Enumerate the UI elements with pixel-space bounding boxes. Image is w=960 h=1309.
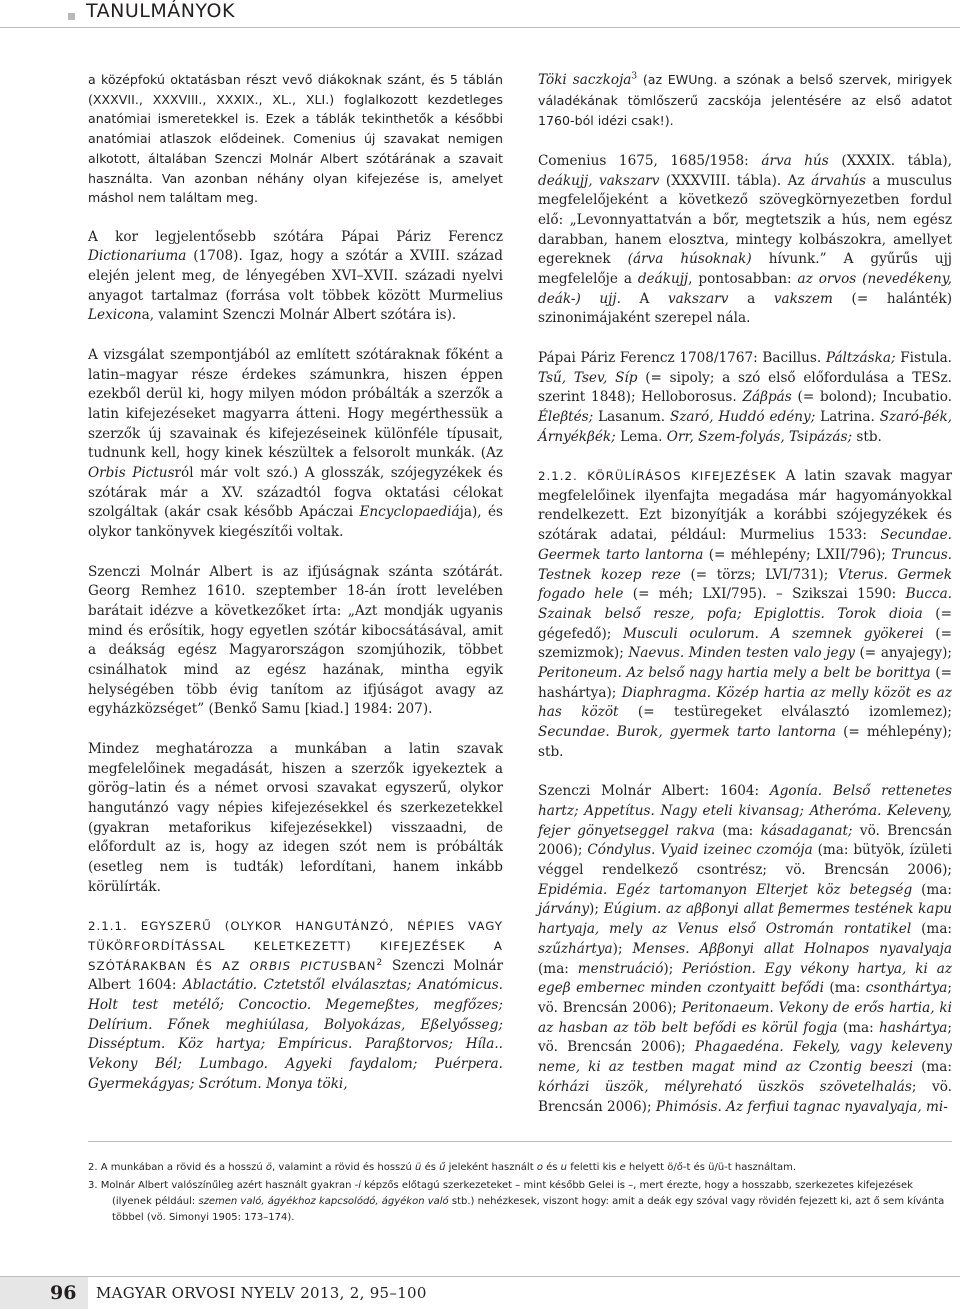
footnote-3: 3. Molnár Albert valószínűleg azért használt gyakran -i képzős előtagú szerkezeteket – mint később Gelei is –, mert érezte, hogy a hosszabb, szerkezetes kifejezések (ilyenek például: szemen való, ágyékhoz kapcsolódó, ágyékon való stb.) nehézkesek, viszont hogy: amit a deák egy szóval vagy rövidén fejezett ki, azt ő sem kívánta többel (vö. Simonyi 1905: 173–174). <box>88 1180 945 1223</box>
footnote-divider <box>88 1141 952 1142</box>
footer-divider <box>0 1276 960 1277</box>
right-paragraph-5: Szenczi Molnár Albert: 1604: Agonía. Belső rettenetes hartz; Appetítus. Nagy eteli kivansag; Atheróma. Keleveny, fejer gönyetseggel rakva (ma: kásadaganat; vö. Brencsán 2006); Cóndylus. Vyaid izeinec czomója (ma: bütyök, ízületi véggel rendelkező csontrész; vö. Brencsán 2006); Epidémia. Egéz tartomanyon Elterjet köz betegség (ma: járvány); Eúgium. az aββonyi allat βemermes testének kapu hartyaja, mely az Venus első Ostromán rontatikel (ma: szűzhártya); Menses. Aββonyi allat Holnapos nyavalyaja (ma: menstruáció); Perióstion. Egy vékony hartya, ki az egeβ embernec minden czontyaitt befődi (ma: csonthártya; vö. Brencsán 2006); Peritonaeum. Vekony de erős hartia, ki az hasban az töb belt befődi es körül fogja (ma: hashártya; vö. Brencsán 2006); Phagaedéna. Fekely, vagy keleveny neme, ki az testben magat mind az Czontig beeszi (ma: kórházi üszök, mélyreható üszkös szövetelhalás; vö. Brencsán 2006); Phimósis. Az ferfiui tagnac nyavalyaja, mi- <box>538 783 953 1115</box>
left-paragraph-2: A kor legjelentősebb szótára Pápai Páriz Ferencz Dictionariuma (1708). Igaz, hogy a szótár a XVIII. század elején jelent meg, de lényegében XVI–XVII. századi nyelvi anyagot tartalmaz (forrása volt többek között Murmelius Lexicona, valamint Szenczi Molnár Albert szótára is). <box>88 228 503 324</box>
right-column <box>538 70 952 1117</box>
journal-name: MAGYAR ORVOSI NYELV <box>96 1284 296 1302</box>
right-paragraph-1: Töki saczkoja$^3$ (az EWUng. a szónak a belső szervek, mirigyek váladékának tömlőszerű zacskója jelentésére az első adatot 1760-ból idézi csak!). <box>538 71 952 129</box>
right-paragraph-3: Pápai Páriz Ferencz 1708/1767: Bacillus. Páltzáska; Fistula. Tsű, Tsev, Síp (= sipoly; a szó első előfordulása a TESz. szerint 1848); Helloborosus. Záβpás (= bolond); Incubatio. Éleβtés; Lasanum. Szaró, Huddó edény; Latrina. Szaró-βék, Árnyékβék; Lema. Orr, Szem-folyás, Tsipázás; stb. <box>538 349 953 445</box>
left-paragraph-3: A vizsgálat szempontjából az említett szótáraknak főként a latin–magyar része érdekes számunkra, hiszen éppen ezekből derül ki, hogy milyen módon próbálták a szerzők a latin kifejezéseket magyarra átteni. Hogy megérthessük a szerzők új szavainak és kifejezéseinek különféle típusait, tudnunk kell, hogy kinek készültek a felsorolt munkák. (Az Orbis Pictusról már volt szó.) A glosszák, szójegyzékek és szótárak már a XV. századtól fogva oktatási célokat szolgáltak (akár csak később Apáczai Encyclopaediája), és olykor tankönyvek kiegészítői voltak. <box>88 346 503 541</box>
left-paragraph-5: Mindez meghatározza a munkában a latin szavak megfelelőinek megadását, hiszen a szerzők igyekeztek a görög–latin és a német orvosi szavakat egyszerű, olykor hangutánzó vagy népies kifejezésekkel és szerkezetekkel (gyakran metaforikus kifejezésekkel) visszaadni, de előfordult az is, hogy az idegen szót nem is próbálták (esetleg nem is tudták) lefordítani, hanem inkább körülírták. <box>88 740 503 895</box>
left-paragraph-4: Szenczi Molnár Albert is az ifjúságnak szánta szótárát. Georg Remhez 1610. szeptember 18-án írott levelében barátait idézve a következőket írta: „Azt mondják ugyanis mind és erősítik, hogy egyetlen szótár kibocsátásával, amit a deákság egész Magyarországon szomjúhozik, többet csinálhatok mind az egész hazának, mintha egyik helységében több évig tanítom az ifjúságot avagy az egyházközséget” (Benkő Samu [kiad.] 1984: 207). <box>88 563 503 718</box>
right-paragraph-2: Comenius 1675, 1685/1958: árva hús (XXXIX. tábla), deákujj, vakszarv (XXXVIII. tábla). Az árvahús a musculus megfelelőjeként a következő szövegkörnyezetben fordul elő: „Levonnyattatván a bőr, megtetszik a hús, nem egész darabban, hanem elosztva, mintegy kolbászokra, amellyet egereknek (árva húsoknak) hívunk.” A gyűrűs ujj megfelelője a deákujj, pontosabban: az orvos (nevedékeny, deák-) ujj. A vakszarv a vakszem (= halánték) szinonimájaként szerepel nála. <box>538 152 953 327</box>
page-footer <box>0 1276 960 1309</box>
right-paragraph-4: 2.1.2. KÖRÜLÍRÁSOS KIFEJEZÉSEK A latin szavak magyar megfelelőinek ilyenfajta megadása már hagyományokkal rendelkezett. Ezt bizonyítják a korábbi szójegyzékek és szótárak adatai, például: Murmelius 1533: Secundae. Geermek tarto lantorna (= méhlepény; LXII/796); Truncus. Testnek kozep reze (= törzs; LVI/731); Vterus. Germek fogado hele (= méh; LXI/795). – Szikszai 1590: Bucca. Szainak belső resze, pofa; Epiglottis. Torok dioia (= gégefedő); Musculi oculorum. A szemnek gyökerei (= szemizmok); Naevus. Minden testen valo jegy (= anyajegy); Peritoneum. Az belső nagy hartia mely a belt be borittya (= hashártya); Diaphragma. Közép hartia az melly közöt es az has közöt (= testüregeket elválasztó izomlemez); Secundae. Burok, gyermek tarto lantorna (= méhlepény); stb. <box>538 468 953 760</box>
left-paragraph-1: a középfokú oktatásban részt vevő diákoknak szánt, és 5 táblán (XXXVII., XXXVIII., XXXIX., XL., XLI.) foglalkozott kezdetleges anatómiai ismeretekkel is. Ezek a táblák tekinthetők a későbbi anatómiai atlaszok elődeinek. Comenius új szavakat nemigen alkotott, általában Szenczi Molnár Albert szótárának a szavait használta. Van azonban néhány olyan kifejezése is, amelyet máshol nem találtam meg. <box>88 72 503 206</box>
page-header <box>0 0 960 30</box>
header-divider <box>0 27 960 28</box>
page-number: 96 <box>50 1282 77 1304</box>
left-paragraph-6: 2.1.1. EGYSZERŰ (OLYKOR HANGUTÁNZÓ, NÉPIES VAGY TÜKÖRFORDÍTÁSSAL KELETKEZETT) KIFEJEZÉSEK A SZÓTÁRAKBAN ÉS AZ ORBIS PICTUSBAN$^2$ Szenczi Molnár Albert 1604: Ablactátio. Cztetstől elválasztas; Anatómicus. Holt test metélő; Concoctio. Megemeßtes, megfőzes; Delírium. Főnek meghiúlasa, Bolyokázas, Eßelyősseg; Disséptum. Köz hartya; Empíricus. Paraßtorvos; Híla.. Vekony Bél; Lumbago. Agyeki faydalom; Puérpera. Gyermekágyas; Scrótum. Monya töki, <box>88 919 503 1092</box>
footnote-2: 2. A munkában a rövid és a hosszú ö, valamint a rövid és hosszú ü és ű jeleként használt o és u feletti kis e helyett ö/ő-t és ü/ü-t használtam. <box>88 1162 797 1173</box>
header-square-icon <box>68 13 75 20</box>
journal-citation <box>96 1284 427 1302</box>
section-heading-2-1-1: 2.1.1. EGYSZERŰ (OLYKOR HANGUTÁNZÓ, NÉPIES VAGY TÜKÖRFORDÍTÁSSAL KELETKEZETT) KIFEJEZÉSEK A SZÓTÁRAKBAN ÉS AZ ORBIS PICTUSBAN$^2$ <box>88 919 503 973</box>
section-heading-2-1-2: 2.1.2. KÖRÜLÍRÁSOS KIFEJEZÉSEK <box>538 469 777 484</box>
footnotes <box>88 1160 952 1228</box>
section-title: TANULMÁNYOK <box>86 0 235 22</box>
left-column <box>88 70 503 1094</box>
journal-issue: 2013, 2, 95–100 <box>300 1284 427 1302</box>
